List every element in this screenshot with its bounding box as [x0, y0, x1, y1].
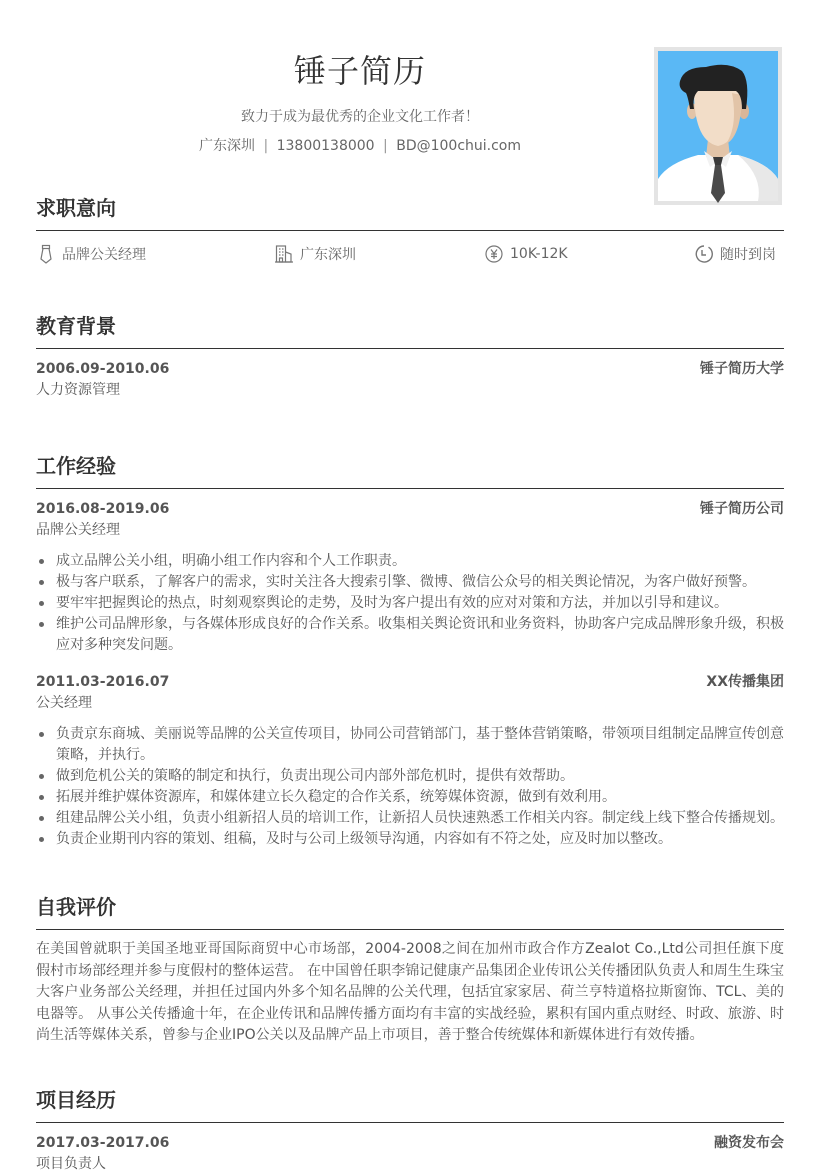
list-item: 极与客户联系，了解客户的需求，实时关注各大搜索引擎、微博、微信公众号的相关舆论情况，为客户做好预警。: [36, 572, 784, 593]
avatar-icon: [658, 51, 778, 201]
self-evaluation-text: 在美国曾就职于美国圣地亚哥国际商贸中心市场部，2004-2008之间在加州市政合作方Zealot Co.,Ltd公司担任旗下度假村市场部经理并参与度假村的整体运营。 在中国曾任职李锦记健康产品集团企业传讯公关传播团队负责人和周生生珠宝大客户业务部公关经理，并担任过国内外多个知名品牌的公关代理，包括宜家家居、荷兰亨特道格拉斯窗饰、TCL、美的电器等。 从事公关传播逾十年，在企业传讯和品牌传播方面均有丰富的实战经验，累积有国内重点财经、时政、旅游、时尚生活等媒体关系，曾参与企业IPO公关以及品牌产品上市项目，善于整合传统媒体和新媒体进行有效传播。: [36, 941, 784, 1043]
responsibility-list: [36, 724, 784, 850]
entry-org: 融资发布会: [714, 1135, 784, 1151]
entry-header: [36, 499, 784, 520]
contact-line: [0, 135, 720, 155]
entry-header: [36, 1133, 784, 1154]
section-title: 工作经验: [36, 454, 116, 478]
contact-separator: |: [383, 138, 388, 154]
entry-org: 锤子简历公司: [700, 501, 784, 517]
section-divider: [36, 348, 784, 349]
entry-date: 2011.03-2016.07: [36, 674, 170, 690]
section-divider: [36, 230, 784, 231]
intent-availability-label: 随时到岗: [720, 247, 776, 263]
section-divider: [36, 929, 784, 930]
list-item: 成立品牌公关小组，明确小组工作内容和个人工作职责。: [36, 551, 784, 572]
work-entry: [36, 499, 784, 656]
entry-date: 2016.08-2019.06: [36, 501, 170, 517]
entry-org: 锤子简历大学: [700, 361, 784, 377]
intent-location-label: 广东深圳: [300, 247, 356, 263]
section-projects: [36, 1084, 784, 1175]
intent-position: [36, 242, 146, 266]
section-education: [36, 310, 784, 401]
entry-role: 品牌公关经理: [36, 522, 120, 538]
entry-header: [36, 672, 784, 693]
yuan-icon: [484, 244, 504, 264]
section-title: 求职意向: [36, 196, 116, 220]
section-title: 自我评价: [36, 895, 116, 919]
list-item: 要牢牢把握舆论的热点，时刻观察舆论的走势，及时为客户提出有效的应对对策和方法，并加以引导和建议。: [36, 593, 784, 614]
responsibility-list: [36, 551, 784, 656]
entry-major: 人力资源管理: [36, 382, 120, 398]
clock-icon: [694, 244, 714, 264]
education-entry: [36, 359, 784, 401]
section-self-evaluation: [36, 891, 784, 1047]
list-item: 维护公司品牌形象，与各媒体形成良好的合作关系。收集相关舆论资讯和业务资料，协助客户完成品牌形象升级，积极应对多种突发问题。: [36, 614, 784, 656]
contact-phone: 13800138000: [276, 138, 375, 154]
section-intent: [36, 192, 784, 231]
intent-salary: [484, 242, 568, 266]
section-divider: [36, 488, 784, 489]
list-item: 拓展并维护媒体资源库，和媒体建立长久稳定的合作关系，统筹媒体资源，做到有效利用。: [36, 787, 784, 808]
intent-row: [36, 242, 784, 266]
resume-motto: 致力于成为最优秀的企业文化工作者！: [241, 109, 479, 125]
intent-position-label: 品牌公关经理: [62, 247, 146, 263]
contact-location: 广东深圳: [198, 138, 255, 154]
entry-org: XX传播集团: [706, 674, 784, 690]
list-item: 做到危机公关的策略的制定和执行，负责出现公司内部外部危机时，提供有效帮助。: [36, 766, 784, 787]
entry-role: 公关经理: [36, 695, 92, 711]
entry-date: 2006.09-2010.06: [36, 361, 170, 377]
intent-salary-label: 10K-12K: [510, 246, 568, 262]
intent-location: [274, 242, 356, 266]
list-item: 负责京东商城、美丽说等品牌的公关宣传项目，协同公司营销部门，基于整体营销策略，带领项目组制定品牌宣传创意策略，并执行。: [36, 724, 784, 766]
contact-separator: |: [263, 138, 269, 154]
intent-availability: [694, 242, 776, 266]
section-title: 教育背景: [36, 314, 116, 338]
list-item: 负责企业期刊内容的策划、组稿，及时与公司上级领导沟通，内容如有不符之处，应及时加以整改。: [36, 829, 784, 850]
entry-role: 项目负责人: [36, 1156, 106, 1172]
tie-icon: [36, 244, 56, 264]
section-title: 项目经历: [36, 1088, 116, 1112]
list-item: 组建品牌公关小组，负责小组新招人员的培训工作，让新招人员快速熟悉工作相关内容。制定线上线下整合传播规划。: [36, 808, 784, 829]
resume-name: 锤子简历: [293, 52, 426, 90]
entry-header: [36, 359, 784, 380]
section-divider: [36, 1122, 784, 1123]
project-entry: [36, 1133, 784, 1175]
section-work: [36, 450, 784, 850]
contact-email: BD@100chui.com: [396, 138, 522, 154]
work-entry: [36, 672, 784, 850]
entry-date: 2017.03-2017.06: [36, 1135, 170, 1151]
building-icon: [274, 244, 294, 264]
profile-photo: [654, 47, 782, 205]
